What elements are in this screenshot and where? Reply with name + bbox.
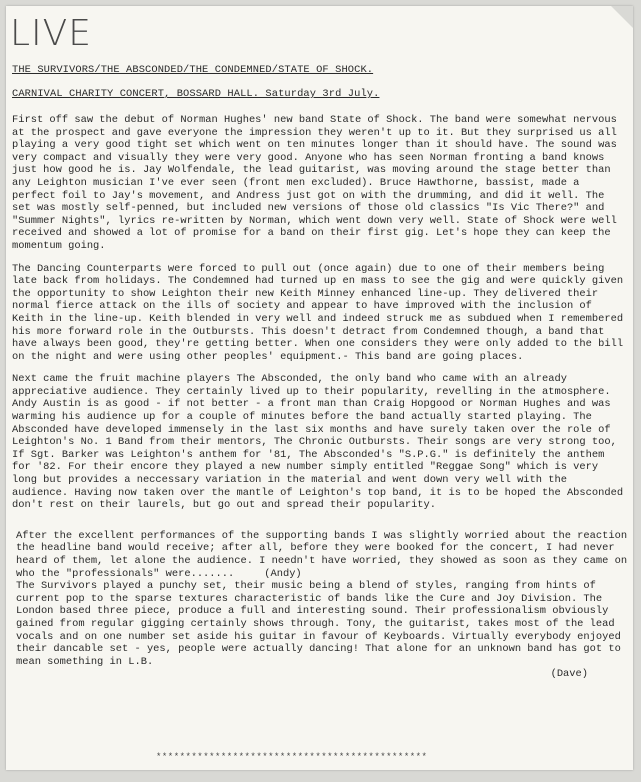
- paragraph-text: The Survivors played a punchy set, their music being a blend of styles, ranging from hints of current pop to the sparse textures characteristic of bands like the Cure and Joy Division. The London based three piece, produce a full and interesting sound. Their professionalism obviously gained from regular gigging certainly shows through. Tony, the guitarist, takes most of the lead vocals and on one number set aside his guitar in favour of Keyboards. Virtually everybody enjoyed their dancable set - yes, people were actually dancing! That alone for an unknown band has got to mean something in L.B.: [16, 580, 621, 668]
- author-credit-dave: (Dave): [550, 668, 588, 681]
- divider-stars: **********************************************: [156, 752, 428, 762]
- zine-page: [6, 6, 633, 770]
- paragraph-headline-intro: [12, 530, 628, 580]
- folded-corner: [611, 6, 633, 28]
- paragraph-absconded: Next came the fruit machine players The Absconded, the only band who came with an already appreciative audience. They certainly lived up to their popularity, revelling in the atmosphere. Andy Austin is as good - if not better - a front man than Craig Hopgood or Norman Hughes and was warming his audience up for a couple of minutes before the band actually started playing. The Absconded have developed immensely in the last six months and have surely taken over the role of Leighton's No. 1 Band from their mentors, The Chronic Outbursts. Their songs are very strong too, If Sgt. Barker was Leighton's anthem for '81, The Absconded's "S.P.G." is definitely the anthem for '82. For their encore they played a new number simply entitled "Reggae Song" which is very long but provides a neccessary variation in the material and went down very well with the audience. Having now taken over the mantle of Leighton's top band, it is to be hoped the Absconded don't rest on their laurels, but go out and spread their popularity.: [12, 373, 624, 512]
- paragraph-survivors: [12, 580, 628, 681]
- paragraph-state-of-shock: First off saw the debut of Norman Hughes' new band State of Shock. The band were somewhat nervous at the prospect and gave everyone the impression they weren't up to it. But they surprised us all playing a very good tight set which went on ten minutes longer than it should have. The sound was very compact and visually they were very good. Anyone who has seen Norman fronting a band knows just how good he is. Jay Wolfendale, the lead guitarist, was moving around the stage better than any Leighton musician I've ever seen (front men excluded). Bruce Hawthorne, bassist, made a perfect foil to Jay's movement, and Andress just got on with the drumming, and did it well. The set was mostly self-penned, but included new versions of those old classics "Is Vic There?" and "Summer Nights", lyrics re-written by Norman, which went down very well. State of Shock were well received and showed a lot of promise for a band on their first gig. Let's hope they can keep the momentum going.: [12, 114, 617, 252]
- paragraph-text: After the excellent performances of the supporting bands I was slightly worried about the reaction the headline band would receive; after all, before they were booked for the concert, I had never heard of them, let alone the audience. I needn't have worried, they showed as soon as they came on who the "professionals" were.......: [16, 529, 628, 580]
- headline-bands: THE SURVIVORS/THE ABSCONDED/THE CONDEMNED/STATE OF SHOCK.: [12, 64, 374, 76]
- section-title: LIVE: [10, 13, 93, 54]
- article-body: [12, 114, 628, 691]
- paragraph-condemned: The Dancing Counterparts were forced to pull out (once again) due to one of their members being late back from holidays. The Condemned had turned up en mass to see the gig and were quickly given the opportunity to show Leighton their new Keith Minney enhanced line-up. They delivered their normal fierce attack on the ills of society and appear to have improved with the inclusion of Keith in the line-up. Keith blended in very well and indeed struck me as subdued when I remembered his more forward role in the Outbursts. This doesn't detract from Condemned though, a band that have always been good, they're getting better. When one considers they were only added to the bill on the night and were using other peoples' equipment.- This band are going places.: [12, 262, 624, 363]
- author-credit-andy: (Andy): [264, 567, 302, 580]
- headline-event: CARNIVAL CHARITY CONCERT, BOSSARD HALL. Saturday 3rd July.: [12, 88, 380, 100]
